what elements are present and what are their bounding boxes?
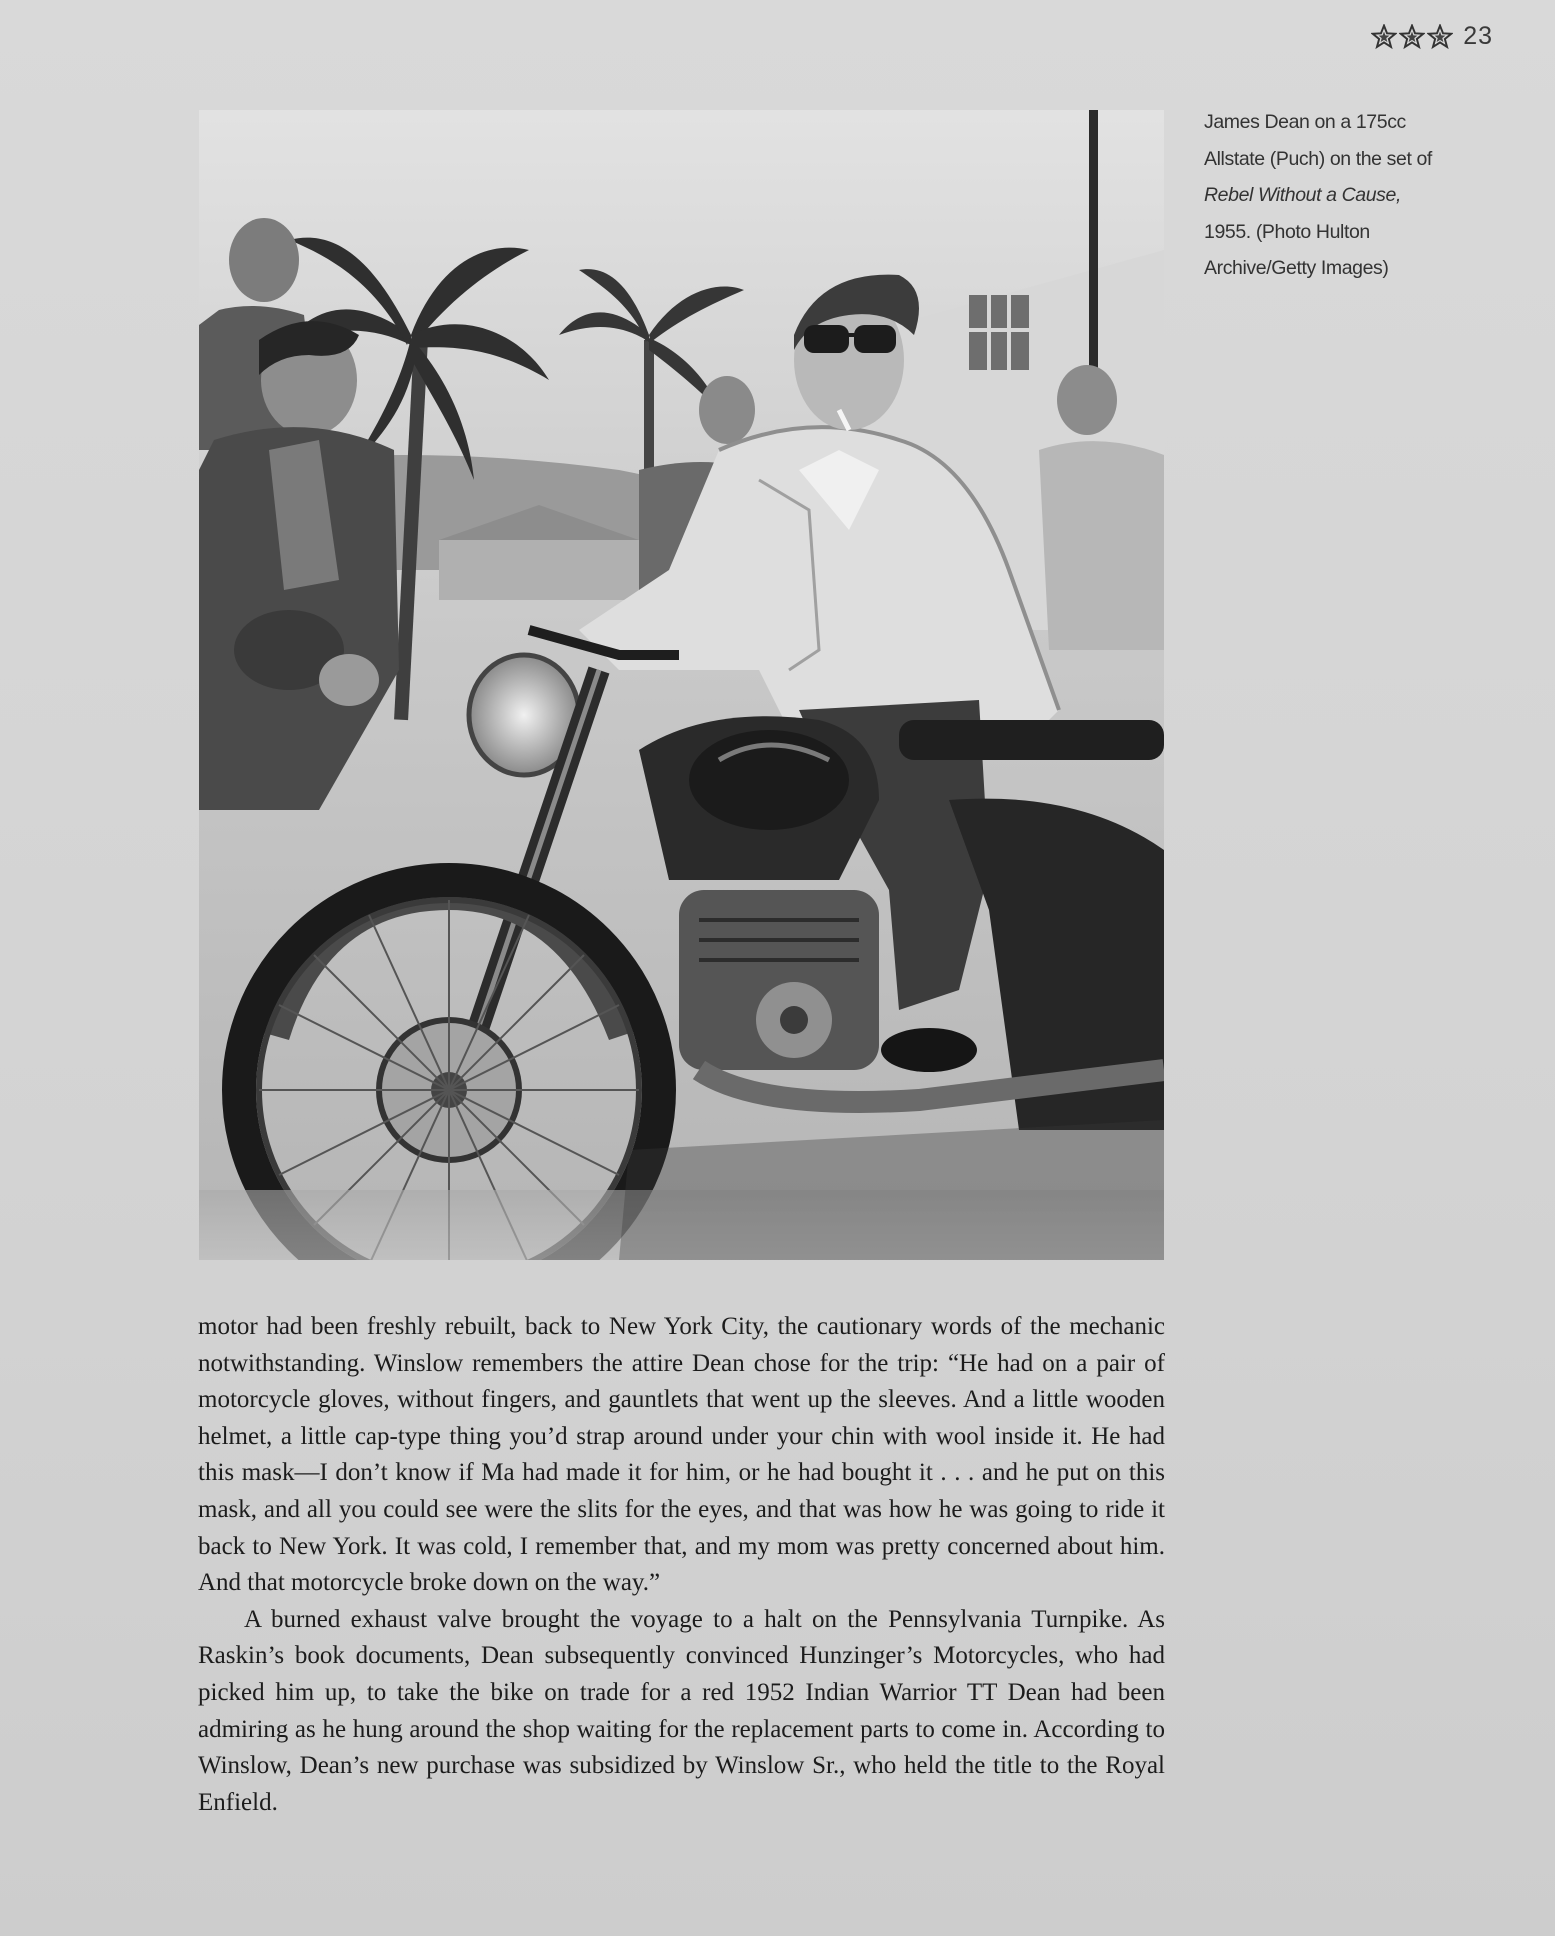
star-icon bbox=[1371, 24, 1397, 50]
caption-credit: 1955. (Photo Hulton Archive/Getty Images) bbox=[1204, 220, 1389, 279]
paragraph: A burned exhaust valve brought the voyage to a halt on the Pennsylvania Turnpike. As Raskin’s book documents, Dean subsequently convinced Hunzinger’s Motorcycles, who had picked him up, to take the bike on trade for a red 1952 Indian Warrior TT Dean had been admiring as he hung around the shop waiting for the replacement parts to come in. According to Winslow, Dean’s new purchase was subsidized by Winslow Sr., who held the title to the Royal Enfield. bbox=[198, 1605, 1165, 1816]
caption-text: James Dean on a 175cc Allstate (Puch) on the set of bbox=[1204, 111, 1432, 170]
star-ornament bbox=[1371, 24, 1453, 50]
motorcycle-photo bbox=[199, 110, 1164, 1260]
page-header bbox=[1371, 22, 1493, 51]
star-icon bbox=[1399, 24, 1425, 50]
page-number: 23 bbox=[1463, 22, 1493, 50]
caption-film-title: Rebel Without a Cause, bbox=[1204, 184, 1401, 206]
photograph bbox=[199, 110, 1164, 1260]
star-icon bbox=[1427, 24, 1453, 50]
body-text bbox=[198, 1309, 1165, 1821]
photo-caption bbox=[1204, 104, 1434, 287]
paragraph: motor had been freshly rebuilt, back to New York City, the cautionary words of the mechanic notwithstanding. Winslow remembers the attire Dean chose for the trip: “He had on a pair of motorcycle gloves, without fingers, and gauntlets that went up the sleeves. And a little wooden helmet, a little cap-type thing you’d strap around under your chin with wool inside it. He had this mask—I don’t know if Ma had made it for him, or he had bought it . . . and he put on this mask, and all you could see were the slits for the eyes, and that was how he was going to ride it back to New York. It was cold, I remember that, and my mom was pretty concerned about him. And that motorcycle broke down on the way.” bbox=[198, 1313, 1165, 1597]
